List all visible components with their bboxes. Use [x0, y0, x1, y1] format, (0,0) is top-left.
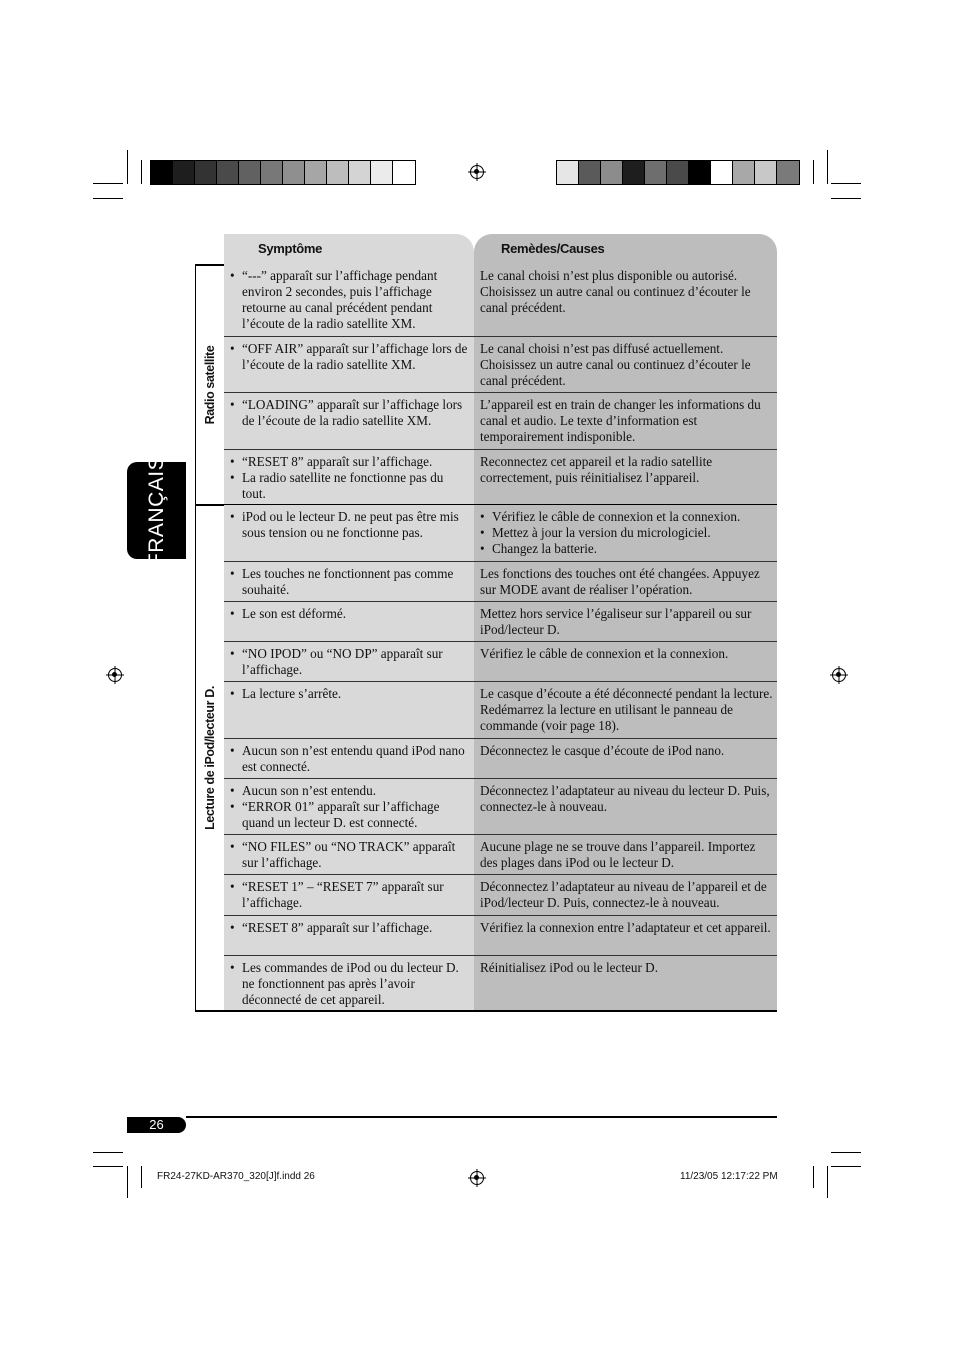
- bullet-icon: •: [230, 783, 235, 798]
- table-row: [224, 641, 777, 681]
- remedy-cell: [474, 915, 777, 955]
- registration-mark-icon: [470, 165, 484, 179]
- remedy-cell: [474, 264, 777, 336]
- bullet-icon: •: [230, 839, 235, 854]
- bullet-text: “NO FILES” ou “NO TRACK” apparaît sur l’affichage.: [242, 839, 456, 870]
- table-row: [224, 264, 777, 336]
- remedy-cell: [474, 681, 777, 738]
- symptom-cell: [224, 336, 474, 392]
- remedy-cell: [474, 778, 777, 834]
- remedy-cell: [474, 601, 777, 641]
- crop-mark: [831, 1152, 861, 1153]
- bullet-text: “LOADING” apparaît sur l’affichage lors de l’écoute de la radio satellite XM.: [242, 397, 463, 428]
- bullet-text: iPod ou le lecteur D. ne peut pas être mis sous tension ou ne fonctionne pas.: [242, 509, 459, 540]
- symptom-cell: [224, 681, 474, 738]
- table-row: [224, 834, 777, 874]
- bullet-text: La lecture s’arrête.: [242, 686, 342, 701]
- symptom-cell: [224, 449, 474, 505]
- bullet-icon: •: [230, 606, 235, 621]
- color-swatch: [217, 161, 239, 184]
- crop-mark: [827, 1166, 828, 1198]
- remedy-cell: [474, 449, 777, 505]
- bullet-item: [230, 743, 470, 775]
- bullet-icon: •: [230, 397, 235, 412]
- color-swatch: [173, 161, 195, 184]
- crop-mark: [141, 160, 142, 184]
- bullet-icon: •: [230, 566, 235, 581]
- remedy-cell: [474, 392, 777, 449]
- group-label: Lecture de iPod/lecteur D.: [203, 686, 217, 830]
- table-bottom-line: [195, 1010, 777, 1012]
- color-swatch: [371, 161, 393, 184]
- symptom-cell: [224, 505, 474, 561]
- group-rows: [224, 505, 777, 1011]
- remedy-text: Mettez hors service l’égaliseur sur l’appareil ou sur iPod/lecteur D.: [480, 606, 752, 637]
- crop-mark: [93, 183, 123, 184]
- remedy-cell: [474, 561, 777, 601]
- table-row: [224, 955, 777, 1011]
- bullet-item: [230, 397, 470, 429]
- bullet-text: Le son est déformé.: [242, 606, 346, 621]
- table-row: [224, 561, 777, 601]
- footer-rule: [186, 1116, 777, 1118]
- remedy-cell: [474, 738, 777, 778]
- table-row: [224, 505, 777, 561]
- symptom-cell: [224, 561, 474, 601]
- bullet-icon: •: [230, 960, 235, 975]
- color-swatch: [349, 161, 371, 184]
- remedy-text: Le canal choisi n’est plus disponible ou autorisé. Choisissez un autre canal ou continuez d’écouter le canal précédent.: [480, 268, 751, 315]
- bullet-item: [230, 920, 470, 936]
- bullet-icon: •: [230, 470, 235, 485]
- table-row: [224, 336, 777, 392]
- color-swatch: [579, 161, 601, 184]
- bullet-item: [230, 783, 470, 799]
- symptom-cell: [224, 601, 474, 641]
- table-row: [224, 681, 777, 738]
- remedy-text: Le casque d’écoute a été déconnecté pendant la lecture. Redémarrez la lecture en utilisant le panneau de commande (voir page 18).: [480, 686, 773, 733]
- symptom-cell: [224, 834, 474, 874]
- bullet-item: [480, 509, 773, 525]
- bullet-icon: •: [230, 646, 235, 661]
- registration-mark-icon: [108, 668, 122, 682]
- bullet-item: [230, 470, 470, 502]
- bullet-item: [230, 606, 470, 622]
- bullet-item: [480, 541, 773, 557]
- bullet-text: “---” apparaît sur l’affichage pendant environ 2 secondes, puis l’affichage retourne au canal précédent pendant l’écoute de la radio satellite XM.: [242, 268, 438, 331]
- group-label: Radio satellite: [203, 345, 217, 424]
- color-swatch: [645, 161, 667, 184]
- remedy-cell: [474, 505, 777, 561]
- crop-mark: [827, 150, 828, 184]
- color-swatch: [557, 161, 579, 184]
- bullet-text: Les touches ne fonctionnent pas comme souhaité.: [242, 566, 454, 597]
- remedy-text: Déconnectez l’adaptateur au niveau de l’appareil et de iPod/lecteur D. Puis, connectez-le à nouveau.: [480, 879, 767, 910]
- color-swatch: [777, 161, 799, 184]
- language-tab: [127, 455, 186, 566]
- remedy-cell: [474, 336, 777, 392]
- bullet-icon: •: [480, 509, 485, 524]
- remedy-text: L’appareil est en train de changer les informations du canal et audio. Le texte d’information est temporairement indisponible.: [480, 397, 761, 444]
- remedy-cell: [474, 641, 777, 681]
- bullet-icon: •: [230, 341, 235, 356]
- color-bar-right: [556, 160, 800, 185]
- bullet-text: Mettez à jour la version du micrologiciel.: [492, 525, 711, 540]
- slug-datetime: 11/23/05 12:17:22 PM: [680, 1171, 778, 1182]
- slug-file: FR24-27KD-AR370_320[J]f.indd 26: [157, 1171, 315, 1182]
- remedy-text: Déconnectez le casque d’écoute de iPod nano.: [480, 743, 725, 758]
- color-swatch: [711, 161, 733, 184]
- bullet-item: [230, 839, 470, 871]
- table-row: [224, 449, 777, 505]
- bullet-icon: •: [230, 268, 235, 283]
- symptom-cell: [224, 778, 474, 834]
- remedy-text: Reconnectez cet appareil et la radio satellite correctement, puis réinitialisez l’appareil.: [480, 454, 713, 485]
- crop-mark: [127, 1166, 128, 1198]
- table-row: [224, 738, 777, 778]
- symptom-cell: [224, 955, 474, 1011]
- color-swatch: [601, 161, 623, 184]
- bullet-icon: •: [230, 686, 235, 701]
- crop-mark: [93, 198, 123, 199]
- bullet-item: [230, 799, 470, 831]
- bullet-text: “ERROR 01” apparaît sur l’affichage quand un lecteur D. est connecté.: [242, 799, 440, 830]
- remedy-text: Réinitialisez iPod ou le lecteur D.: [480, 960, 658, 975]
- color-swatch: [195, 161, 217, 184]
- page-number: 26: [127, 1117, 186, 1133]
- color-swatch: [689, 161, 711, 184]
- table-group-ipod: [195, 505, 777, 1011]
- color-swatch: [305, 161, 327, 184]
- crop-mark: [93, 1152, 123, 1153]
- remedy-text: Vérifiez le câble de connexion et la connexion.: [480, 646, 729, 661]
- bullet-item: [230, 566, 470, 598]
- bullet-text: Vérifiez le câble de connexion et la connexion.: [492, 509, 741, 524]
- bullet-item: [230, 454, 470, 470]
- color-swatch: [393, 161, 415, 184]
- crop-mark: [813, 160, 814, 184]
- bullet-text: “RESET 8” apparaît sur l’affichage.: [242, 454, 433, 469]
- registration-mark-icon: [832, 668, 846, 682]
- remedy-text: Vérifiez la connexion entre l’adaptateur et cet appareil.: [480, 920, 771, 935]
- bullet-item: [230, 268, 470, 332]
- color-swatch: [623, 161, 645, 184]
- bullet-icon: •: [230, 799, 235, 814]
- symptom-cell: [224, 641, 474, 681]
- bullet-icon: •: [230, 879, 235, 894]
- remedy-text: Aucune plage ne se trouve dans l’appareil. Importez des plages dans iPod ou le lecteur D.: [480, 839, 756, 870]
- bullet-item: [230, 686, 470, 702]
- color-swatch: [239, 161, 261, 184]
- bullet-text: Les commandes de iPod ou du lecteur D. ne fonctionnent pas après l’avoir déconnecté de cet appareil.: [242, 960, 459, 1007]
- symptom-cell: [224, 874, 474, 915]
- bullet-icon: •: [230, 920, 235, 935]
- color-swatch: [327, 161, 349, 184]
- table-row: [224, 392, 777, 449]
- group-side-label: [195, 505, 224, 1011]
- crop-mark: [831, 1166, 861, 1167]
- remedy-cell: [474, 834, 777, 874]
- crop-mark: [831, 183, 861, 184]
- color-swatch: [733, 161, 755, 184]
- symptom-cell: [224, 915, 474, 955]
- bullet-icon: •: [230, 743, 235, 758]
- table-row: [224, 874, 777, 915]
- crop-mark: [127, 150, 128, 184]
- color-swatch: [283, 161, 305, 184]
- color-swatch: [755, 161, 777, 184]
- bullet-text: Aucun son n’est entendu quand iPod nano est connecté.: [242, 743, 465, 774]
- bullet-item: [480, 525, 773, 541]
- bullet-icon: •: [480, 525, 485, 540]
- registration-mark-icon: [470, 1171, 484, 1185]
- bullet-icon: •: [230, 509, 235, 524]
- bullet-item: [230, 960, 470, 1008]
- table-row: [224, 778, 777, 834]
- color-bar-left: [150, 160, 416, 185]
- symptom-header-label: Symptôme: [258, 241, 323, 256]
- bullet-icon: •: [230, 454, 235, 469]
- remedy-text: Le canal choisi n’est pas diffusé actuellement. Choisissez un autre canal ou continuez d’écouter le canal précédent.: [480, 341, 751, 388]
- bullet-text: Aucun son n’est entendu.: [242, 783, 377, 798]
- crop-mark: [93, 1166, 123, 1167]
- table-group-satellite-radio: [195, 264, 777, 505]
- bullet-item: [230, 341, 470, 373]
- remedy-text: Déconnectez l’adaptateur au niveau du lecteur D. Puis, connectez-le à nouveau.: [480, 783, 770, 814]
- language-tab-label: FRANÇAIS: [144, 455, 168, 566]
- bullet-item: [230, 879, 470, 911]
- remedy-text: Les fonctions des touches ont été changées. Appuyez sur MODE avant de réaliser l’opération.: [480, 566, 760, 597]
- remedy-cell: [474, 874, 777, 915]
- bullet-text: “NO IPOD” ou “NO DP” apparaît sur l’affichage.: [242, 646, 443, 677]
- bullet-text: “RESET 8” apparaît sur l’affichage.: [242, 920, 433, 935]
- remedy-cell: [474, 955, 777, 1011]
- bullet-item: [230, 646, 470, 678]
- bullet-icon: •: [480, 541, 485, 556]
- crop-mark: [831, 198, 861, 199]
- group-side-label: [195, 264, 224, 505]
- symptom-cell: [224, 264, 474, 336]
- symptom-cell: [224, 738, 474, 778]
- color-swatch: [667, 161, 689, 184]
- remedy-header-label: Remèdes/Causes: [501, 241, 605, 256]
- bullet-text: Changez la batterie.: [492, 541, 598, 556]
- crop-mark: [141, 1166, 142, 1188]
- crop-mark: [813, 1166, 814, 1188]
- bullet-text: “RESET 1” – “RESET 7” apparaît sur l’affichage.: [242, 879, 444, 910]
- bullet-item: [230, 509, 470, 541]
- color-swatch: [151, 161, 173, 184]
- bullet-text: La radio satellite ne fonctionne pas du tout.: [242, 470, 444, 501]
- color-swatch: [261, 161, 283, 184]
- group-rows: [224, 264, 777, 505]
- symptom-cell: [224, 392, 474, 449]
- bullet-text: “OFF AIR” apparaît sur l’affichage lors de l’écoute de la radio satellite XM.: [242, 341, 468, 372]
- table-row: [224, 915, 777, 955]
- table-row: [224, 601, 777, 641]
